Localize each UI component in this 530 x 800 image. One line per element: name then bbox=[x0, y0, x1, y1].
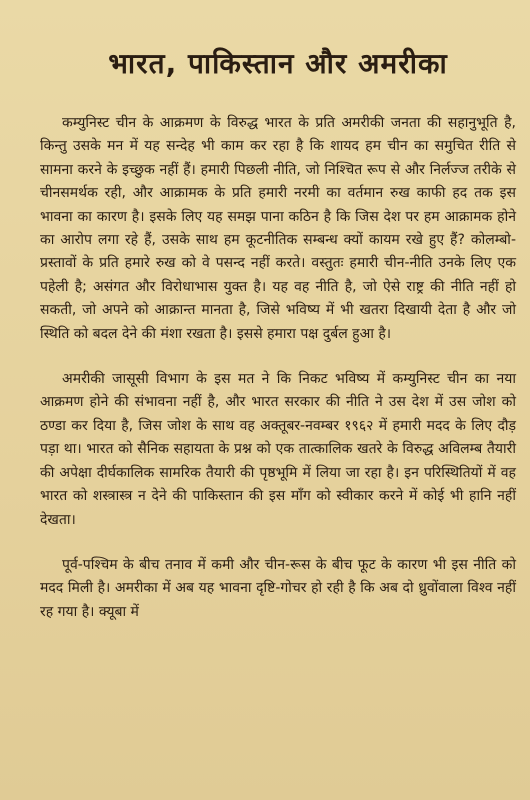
paragraph-1: कम्युनिस्ट चीन के आक्रमण के विरुद्ध भारत के प्रति अमरीकी जनता की सहानुभूति है, किन्तु उसके मन में यह सन्देह भी काम कर रहा है कि शायद हम चीन का समुचित रीति से सामना करने के इच्छुक नहीं हैं। हमारी पिछली नीति, जो निश्चित रूप से और निर्लज्ज तरीके से चीनसमर्थक रही, और आक्रामक के प्रति हमारी नरमी का वर्तमान रुख काफी हद तक इस भावना का कारण है। इसके लिए यह समझ पाना कठिन है कि जिस देश पर हम आक्रामक होने का आरोप लगा रहे हैं, उसके साथ हम कूटनीतिक सम्बन्ध क्यों कायम रखे हुए हैं? कोलम्बो-प्रस्तावों के प्रति हमारे रुख को वे पसन्द नहीं करते। वस्तुतः हमारी चीन-नीति उनके लिए एक पहेली है; असंगत और विरोधाभास युक्त है। यह वह नीति है, जो ऐसे राष्ट्र की नीति नहीं हो सकती, जो अपने को आक्रान्त मानता है, जिसे भविष्य में भी खतरा दिखायी देता है और जो स्थिति को बदल देने की मंशा रखता है। इससे हमारा पक्ष दुर्बल हुआ है। bbox=[40, 115, 516, 342]
paragraph-2: अमरीकी जासूसी विभाग के इस मत ने कि निकट भविष्य में कम्युनिस्ट चीन का नया आक्रमण होने की संभावना नहीं है, और भारत सरकार की नीति ने उस देश में उस जोश को ठण्डा कर दिया है, जिस जोश के साथ वह अक्तूबर-नवम्बर १९६२ में हमारी मदद के लिए दौड़ पड़ा था। भारत को सैनिक सहायता के प्रश्न को एक तात्कालिक खतरे के विरुद्ध अविलम्ब तैयारी की अपेक्षा दीर्घकालिक सामरिक तैयारी की पृष्ठभूमि में लिया जा रहा है। इन परिस्थितियों में वह भारत को शस्त्रास्त्र न देने की पाकिस्तान की इस माँग को स्वीकार करने में कोई भी हानि नहीं देखता। bbox=[40, 371, 516, 528]
paragraph-3: पूर्व-पश्चिम के बीच तनाव में कमी और चीन-रूस के बीच फूट के कारण भी इस नीति को मदद मिली है। अमरीका में अब यह भावना दृष्टि-गोचर हो रही है कि अब दो ध्रुवोंवाला विश्व नहीं रह गया है। क्यूबा में bbox=[40, 556, 516, 620]
chapter-title: भारत, पाकिस्तान और अमरीका bbox=[108, 47, 448, 80]
